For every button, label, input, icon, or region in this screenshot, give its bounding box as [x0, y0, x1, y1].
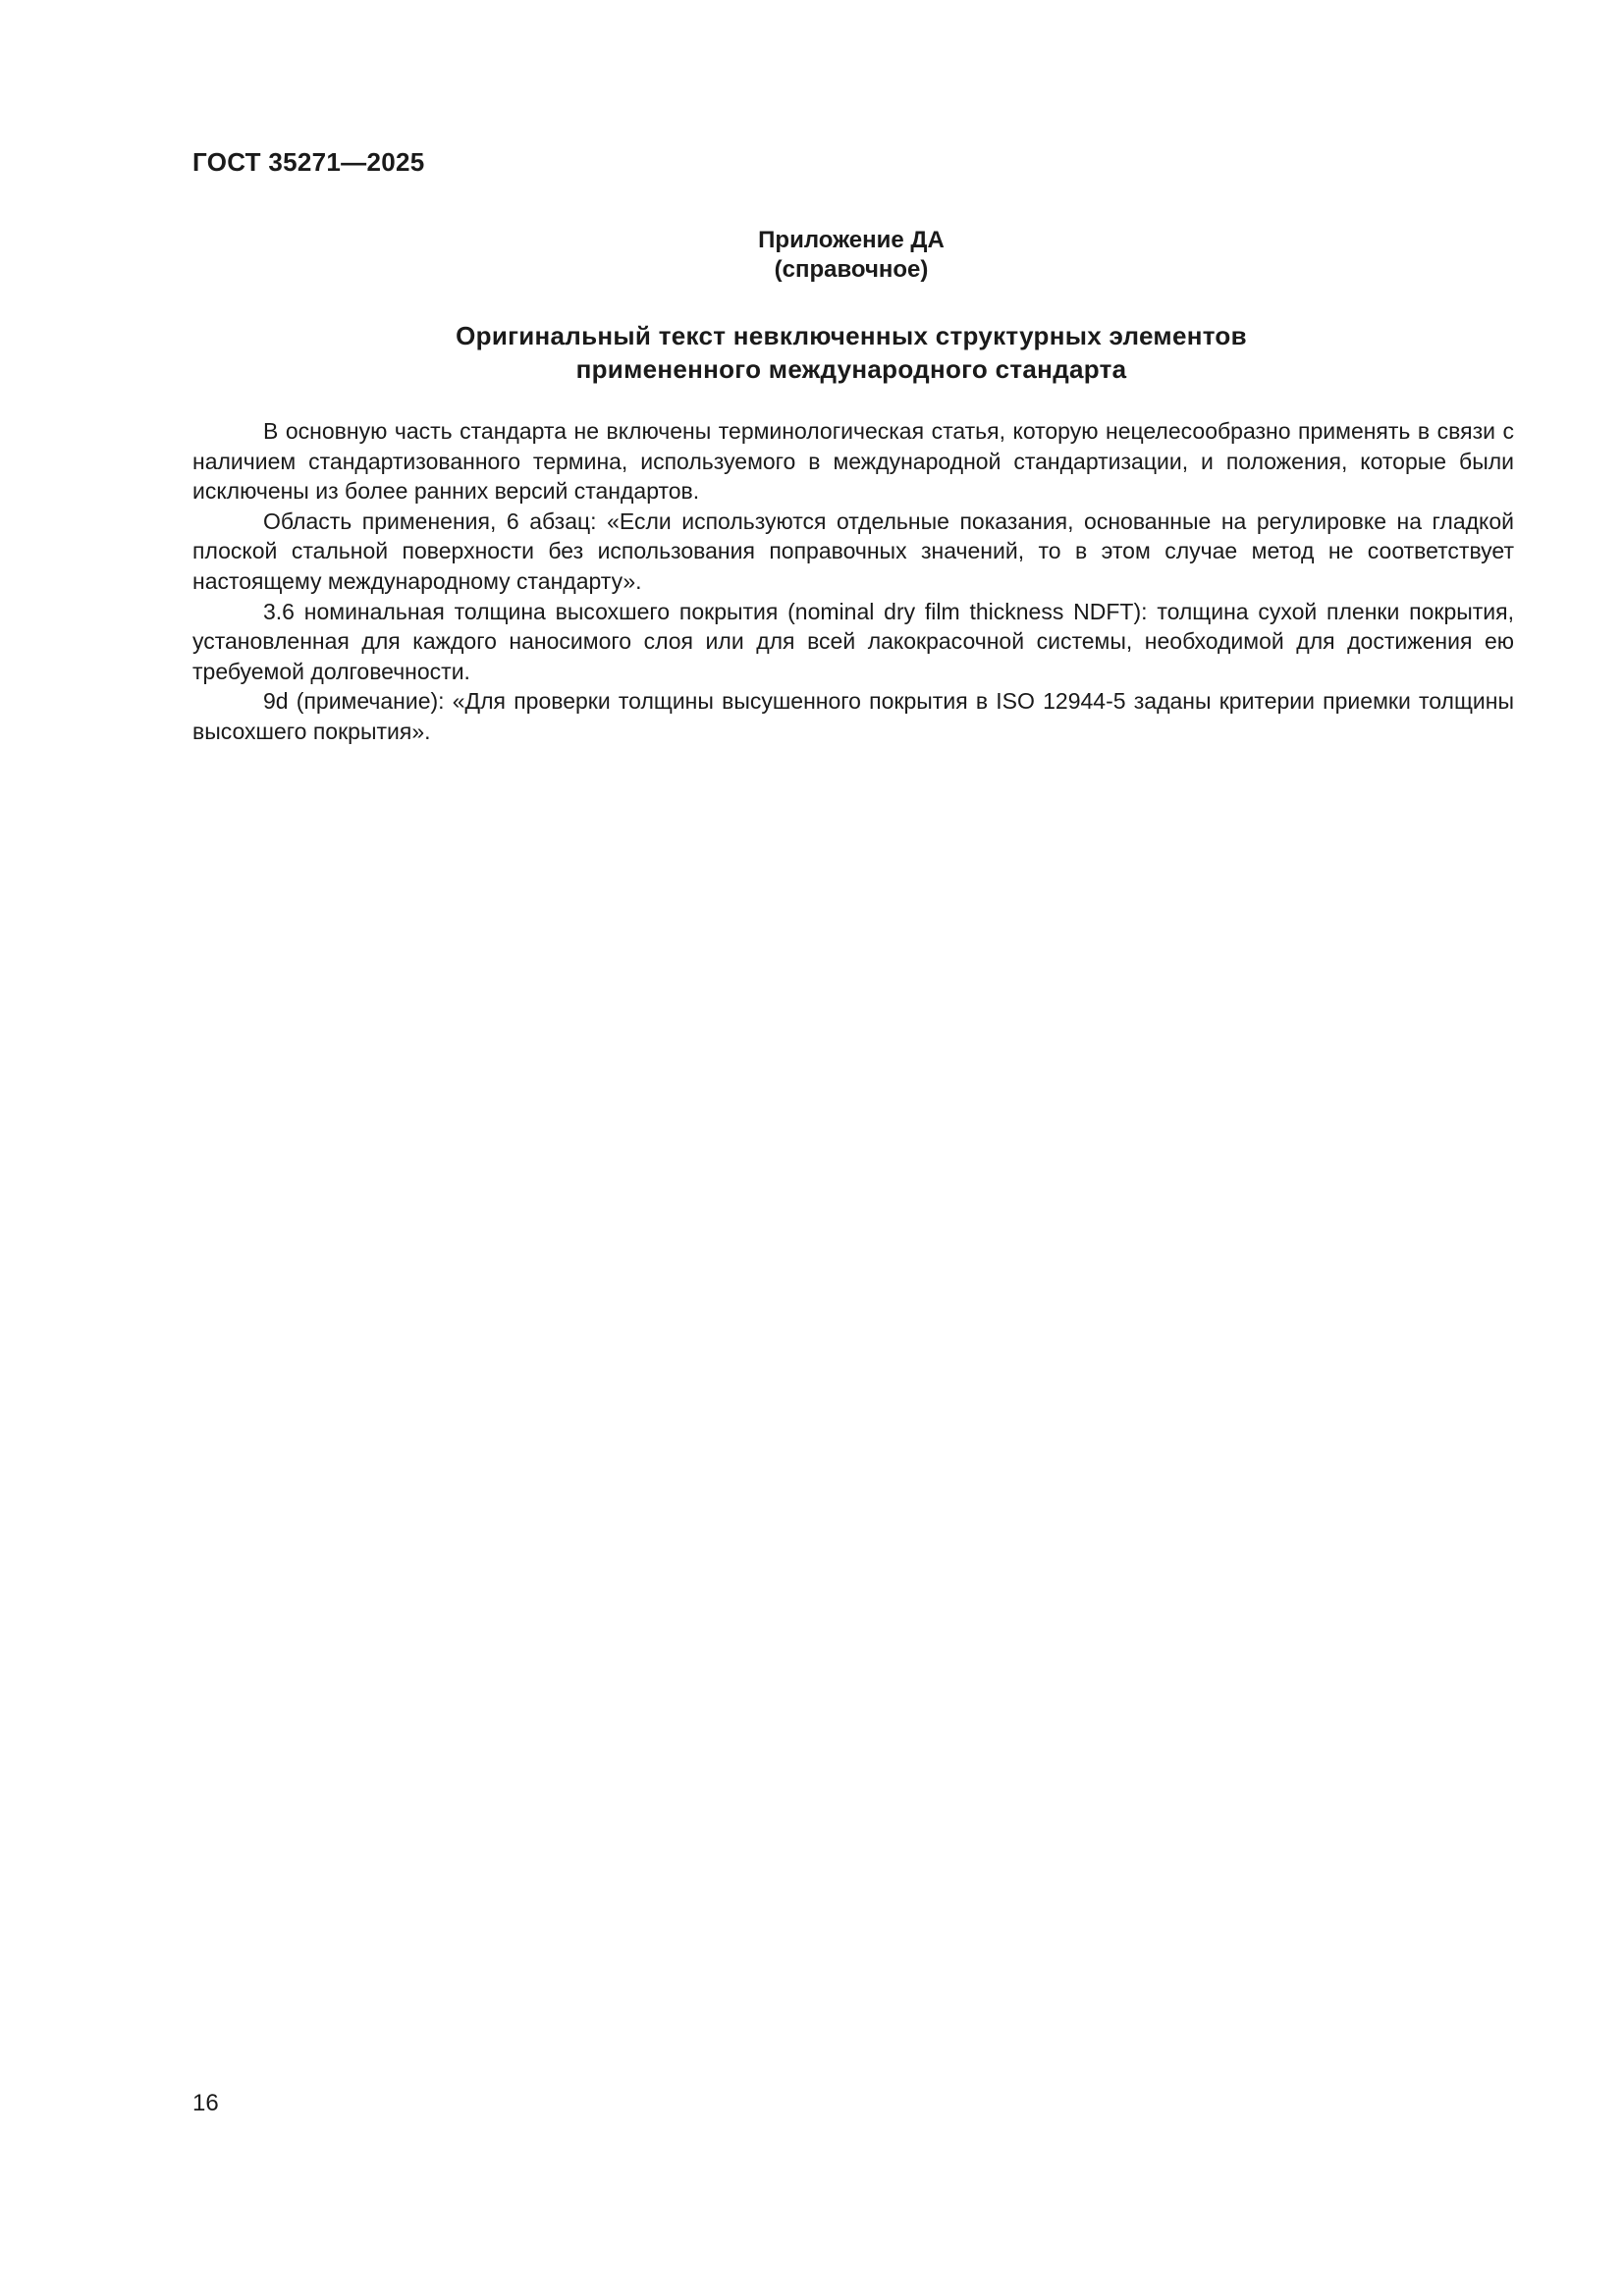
paragraph-scope: Область применения, 6 абзац: «Если используются отдельные показания, основанные на регулировке на гладкой плоской стальной поверхности без использования поправочных значений, то в этом случае метод не соответствует настоящему международному стандарту». — [192, 507, 1514, 594]
paragraph-term-3-6: 3.6 номинальная толщина высохшего покрытия (nominal dry film thickness NDFT): толщина сухой пленки покрытия, установленная для каждого наносимого слоя или для всей лакокрасочной системы, необходимой для достижения ею требуемой долговечности. — [192, 598, 1514, 684]
annex-title-line-1: Оригинальный текст невключенных структурных элементов — [456, 321, 1247, 350]
paragraph-note-9d: 9d (примечание): «Для проверки толщины высушенного покрытия в ISO 12944-5 заданы критерии приемки толщины высохшего покрытия». — [192, 688, 1514, 744]
paragraph-intro: В основную часть стандарта не включены терминологическая статья, которую нецелесообразно применять в связи с наличием стандартизованного термина, используемого в международной стандартизации, и положения, которые были исключены из более ранних версий стандартов. — [192, 418, 1514, 505]
annex-label: Приложение ДА — [758, 227, 945, 253]
annex-body — [192, 416, 1514, 747]
annex-title — [192, 319, 1510, 386]
annex-heading — [192, 226, 1510, 285]
document-id-header: ГОСТ 35271—2025 — [192, 147, 425, 177]
annex-status: (справочное) — [774, 256, 929, 283]
page-number: 16 — [192, 2090, 219, 2116]
annex-title-line-2: примененного международного стандарта — [575, 354, 1127, 384]
